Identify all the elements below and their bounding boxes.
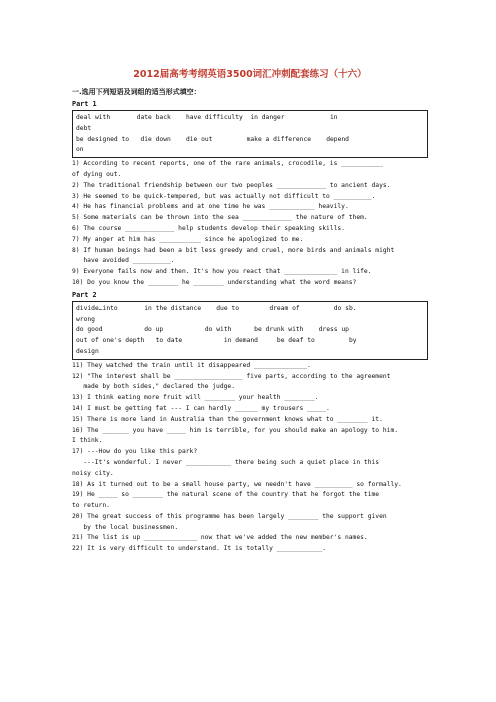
page-title: 2012届高考考纲英语3500词汇冲刺配套练习（十六）: [133, 69, 367, 80]
question-line: 19) He _____ so ________ the natural scene of the country that he forgot the time: [72, 491, 380, 499]
question-line: 9) Everyone fails now and then. It's how you react that ______________ in life.: [72, 268, 372, 276]
phrase-box-line: design: [76, 347, 99, 355]
part-2-questions: [72, 361, 428, 555]
question-line: ---It's wonderful. I never ____________ there being such a quiet place in this: [72, 458, 380, 466]
part-2-phrase-box: [72, 301, 428, 360]
question-line: 22) It is very difficult to understand. It is totally ____________.: [72, 545, 327, 553]
question-line: 16) The _______ you have _____ him is terrible, for you should make an apology to him.: [72, 426, 399, 434]
question-line: 21) The list is up ______________ now that we've added the new member's names.: [72, 534, 368, 542]
phrase-box-line: wrong: [76, 315, 95, 323]
phrase-box-line: debt: [76, 124, 92, 132]
question-line: 6) The course _____________ help students develop their speaking skills.: [72, 224, 345, 232]
phrase-box-line: on: [76, 146, 84, 154]
question-line: 14) I must be getting fat --- I can hardly ______ my trousers _____.: [72, 404, 330, 412]
part-2-label: Part 2: [72, 290, 97, 299]
question-line: 20) The great success of this programme has been largely ________ the support given: [72, 512, 387, 520]
question-line: 10) Do you know the ________ he ________ understanding what the word means?: [72, 278, 357, 286]
question-line: 5) Some materials can be thrown into the sea _____________ the nature of them.: [72, 214, 368, 222]
question-line: 3) He seemed to be quick-tempered, but was actually not difficult to __________.: [72, 192, 376, 200]
question-line: made by both sides," declared the judge.: [72, 383, 236, 391]
question-line: by the local businessmen.: [72, 523, 179, 531]
question-line: noisy city.: [72, 469, 114, 477]
question-line: 12) "The interest shall be __________________ five parts, according to the agreement: [72, 372, 391, 380]
phrase-box-line: divide…into in the distance due to dream of do sb.: [76, 304, 357, 312]
phrase-box-line: do good do up do with be drunk with dress up: [76, 326, 349, 334]
question-line: 11) They watched the train until it disappeared ______________.: [72, 361, 311, 369]
question-line: 1) According to recent reports, one of the rare animals, crocodile, is ___________: [72, 160, 383, 168]
question-line: 7) My anger at him has ___________ since he apologized to me.: [72, 235, 304, 243]
phrase-box-line: deal with date back have difficulty in danger in: [76, 114, 338, 121]
section-heading: 一.选用下列短语及词组的适当形式填空：: [72, 88, 201, 96]
part-1-phrase-box: [72, 110, 428, 158]
question-line: 15) There is more land in Australia than the government knows what to ________ it.: [72, 415, 383, 423]
question-line: to return.: [72, 502, 110, 510]
question-line: 4) He has financial problems and at one time he was ____________ heavily.: [72, 203, 349, 211]
part-1-label: Part 1: [72, 100, 97, 108]
part-1-questions: [72, 159, 428, 289]
worksheet: [72, 66, 428, 555]
question-line: 13) I think eating more fruit will ________ your health ________.: [72, 394, 319, 402]
question-line: have avoided __________.: [72, 257, 175, 265]
question-line: 8) If human beings had been a bit less greedy and cruel, more birds and animals might: [72, 246, 395, 254]
question-line: of dying out.: [72, 170, 122, 178]
question-line: 17) ---How do you like this park?: [72, 448, 198, 456]
question-line: 2) The traditional friendship between our two peoples _____________ to ancient days.: [72, 181, 391, 189]
question-line: 18) As it turned out to be a small house party, we needn't have __________ so formally.: [72, 480, 402, 488]
phrase-box-line: out of one's depth to date in demand be deaf to by: [76, 337, 357, 345]
phrase-box-line: be designed to die down die out make a difference depend: [76, 135, 349, 143]
question-line: I think.: [72, 437, 103, 445]
